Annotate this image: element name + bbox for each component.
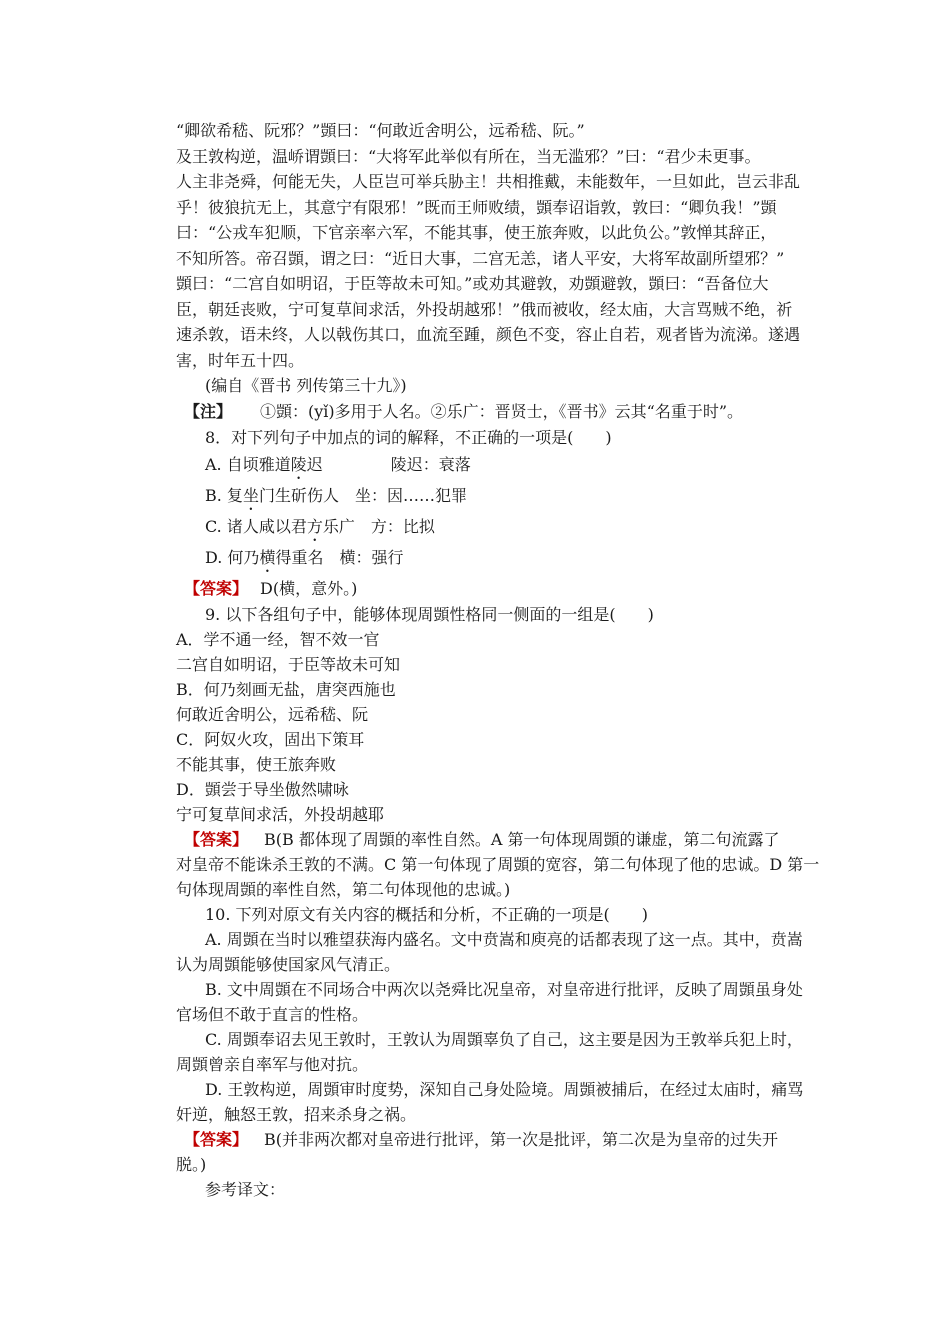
q9-answer-cont: 对皇帝不能诛杀王敦的不满。C 第一句体现了周顗的宽容，第二句体现了他的忠诚。D 第一 — [176, 855, 820, 874]
option-gloss: 横：强行 — [339, 548, 404, 567]
q10-answer: 【答案】 B(并非两次都对皇帝进行批评，第一次是批评，第二次是为皇帝的过失开 — [184, 1130, 779, 1149]
q9-option-b1: B．何乃刻画无盐，唐突西施也 — [176, 680, 396, 699]
q9-answer-cont: 句体现周顗的率性自然，第二句体现他的忠诚。) — [176, 880, 511, 899]
q8-option-b: B. 复坐门生斫伤人 坐：因……犯罪 — [205, 486, 467, 505]
passage-line: 臣，朝廷丧败，宁可复草间求活，外投胡越邪！”俄而被收，经太庙，大言骂贼不绝，祈 — [176, 300, 793, 319]
q9-answer: 【答案】 B(B 都体现了周顗的率性自然。A 第一句体现周顗的谦虚，第二句流露了 — [184, 830, 780, 849]
note-label: 【注】 — [184, 402, 233, 421]
passage-line: 乎！彼狼抗无上，其意宁有限邪！”既而王师败绩，顗奉诏诣敦，敦曰：“卿负我！”顗 — [176, 198, 777, 217]
q9-option-d1: D．顗尝于导坐傲然啸咏 — [176, 780, 349, 799]
passage-line: 速杀敦，语未终，人以戟伤其口，血流至踵，颜色不变，容止自若，观者皆为流涕。遂遇 — [176, 325, 801, 344]
q9-option-a1: A．学不通一经，智不效一官 — [176, 630, 380, 649]
emphasized-word: 坐 — [242, 486, 259, 505]
q10-option-d: D. 王敦构逆，周顗审时度势，深知自己身处险境。周顗被捕后，在经过太庙时，痛骂 — [205, 1080, 804, 1099]
passage-line: 不知所答。帝召顗，谓之曰：“近日大事，二宫无恙，诸人平安，大将军故副所望邪？” — [176, 249, 785, 268]
answer-label: 【答案】 — [184, 1130, 249, 1149]
passage-line: 人主非尧舜，何能无失，人臣岂可举兵胁主！共相推戴，未能数年，一旦如此，岂云非乱 — [176, 172, 801, 191]
q10-option-a-cont: 认为周顗能够使国家风气清正。 — [176, 955, 401, 974]
q8-answer: 【答案】 D(横，意外。) — [184, 579, 358, 598]
q9-option-c1: C．阿奴火攻，固出下策耳 — [176, 730, 365, 749]
q8-option-a: A. 自顷雅道陵迟 陵迟：衰落 — [205, 455, 471, 474]
q10-option-b-cont: 官场但不敢于直言的性格。 — [176, 1005, 369, 1024]
option-gloss: 方：比拟 — [370, 517, 435, 536]
emphasized-word: 横 — [259, 548, 276, 567]
emphasized-word: 方 — [306, 517, 323, 536]
q10-option-a: A. 周顗在当时以雅望获海内盛名。文中贲嵩和庾亮的话都表现了这一点。其中，贲嵩 — [205, 930, 803, 949]
q10-option-b: B. 文中周顗在不同场合中两次以尧舜比况皇帝，对皇帝进行批评，反映了周顗虽身处 — [205, 980, 803, 999]
question-10-stem: 10. 下列对原文有关内容的概括和分析，不正确的一项是( ) — [205, 905, 649, 924]
note-line — [184, 399, 743, 424]
q9-option-d2: 宁可复草间求活，外投胡越耶 — [176, 805, 385, 824]
emphasized-word: 陵 — [290, 455, 307, 474]
passage-line: 及王敦构逆，温峤谓顗曰：“大将军此举似有所在，当无滥邪？”曰：“君少未更事。 — [176, 147, 761, 166]
passage-line: “卿欲希嵇、阮邪？”顗曰：“何敢近舍明公，远希嵇、阮。” — [176, 121, 585, 140]
passage-line: 曰：“公戎车犯顺，下官亲率六军，不能其事，使王旅奔败，以此负公。”敦惮其辞正， — [176, 223, 777, 242]
q9-option-a2: 二宫自如明诏，于臣等故未可知 — [176, 655, 401, 674]
passage-line: 顗曰：“二宫自如明诏，于臣等故未可知。”或劝其避敦，劝顗避敦，顗曰：“吾备位大 — [176, 274, 769, 293]
answer-label: 【答案】 — [184, 830, 249, 849]
q8-option-c: C. 诸人咸以君方乐广 方：比拟 — [205, 517, 435, 536]
q8-option-d: D. 何乃横得重名 横：强行 — [205, 548, 404, 567]
translation-heading: 参考译文： — [205, 1180, 286, 1199]
answer-label: 【答案】 — [184, 579, 249, 598]
passage-source: (编自《晋书 列传第三十九》) — [205, 376, 407, 395]
passage-line: 害，时年五十四。 — [176, 351, 305, 370]
q10-option-c-cont: 周顗曾亲自率军与他对抗。 — [176, 1055, 369, 1074]
q10-option-c: C. 周顗奉诏去见王敦时，王敦认为周顗辜负了自己，这主要是因为王敦举兵犯上时， — [205, 1030, 803, 1049]
question-9-stem: 9. 以下各组句子中，能够体现周顗性格同一侧面的一组是( ) — [205, 605, 654, 624]
q10-answer-cont: 脱。) — [176, 1155, 207, 1174]
q9-option-b2: 何敢近舍明公，远希嵇、阮 — [176, 705, 369, 724]
question-8-stem: 8．对下列句子中加点的词的解释，不正确的一项是( ) — [205, 428, 612, 447]
note-text: ①顗：(yǐ)多用于人名。②乐广：晋贤士，《晋书》云其“名重于时”。 — [260, 402, 744, 421]
q10-option-d-cont: 奸逆，触怒王敦，招来杀身之祸。 — [176, 1105, 417, 1124]
option-gloss: 坐：因……犯罪 — [354, 486, 467, 505]
option-gloss: 陵迟：衰落 — [390, 455, 471, 474]
q9-option-c2: 不能其事，使王旅奔败 — [176, 755, 337, 774]
